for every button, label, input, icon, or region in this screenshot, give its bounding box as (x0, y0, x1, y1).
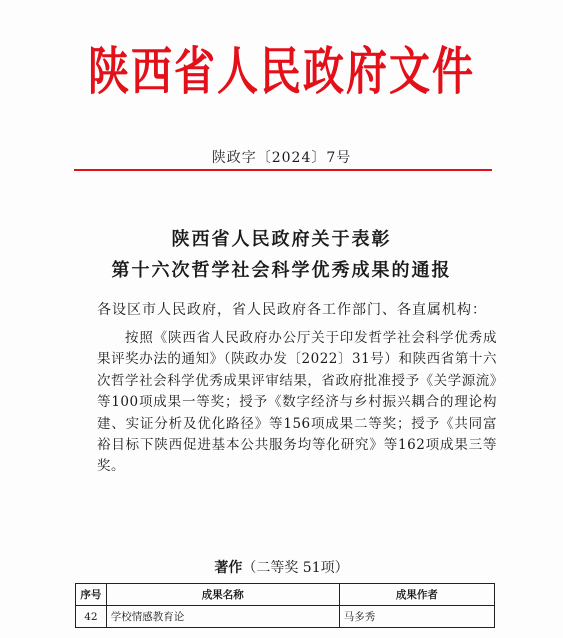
header-achievement-name: 成果名称 (106, 584, 339, 606)
table-caption-award: （二等奖 51项） (242, 560, 349, 576)
cell-achievement-name: 学校情感教育论 (106, 606, 339, 628)
notice-title-line-1: 陕西省人民政府关于表彰 (171, 229, 392, 250)
table-caption-category: 著作 (214, 560, 243, 576)
cell-achievement-author: 马多秀 (339, 606, 494, 628)
notice-body-paragraph: 按照《陕西省人民政府办公厅关于印发哲学社会科学优秀成果评奖办法的通知》（陕政办发〔2022〕31号）和陕西省第十六次哲学社会科学优秀成果评审结果，省政府批准授予《关学源流》等100项成果一等奖；授予《数字经济与乡村振兴耦合的理论构建、实证分析及优化路径》等156项成果二等奖；授予《共同富裕目标下陕西促进基本公共服务均等化研究》等162项成果三等奖。 (97, 330, 497, 475)
document-number: 陕政字〔2024〕7号 (211, 150, 352, 166)
cell-serial-number: 42 (76, 606, 107, 628)
notice-salutation: 各设区市人民政府，省人民政府各工作部门、各直属机构： (97, 302, 487, 318)
table-header-row (76, 584, 495, 606)
table-row (76, 606, 495, 628)
table-caption (0, 557, 563, 577)
header-achievement-author: 成果作者 (339, 584, 494, 606)
notice-title-line-2: 第十六次哲学社会科学优秀成果的通报 (111, 260, 452, 281)
document-masthead: 陕西省人民政府文件 (88, 41, 475, 102)
results-table (75, 583, 495, 628)
red-divider-line (74, 169, 492, 171)
header-serial-number: 序号 (76, 584, 107, 606)
